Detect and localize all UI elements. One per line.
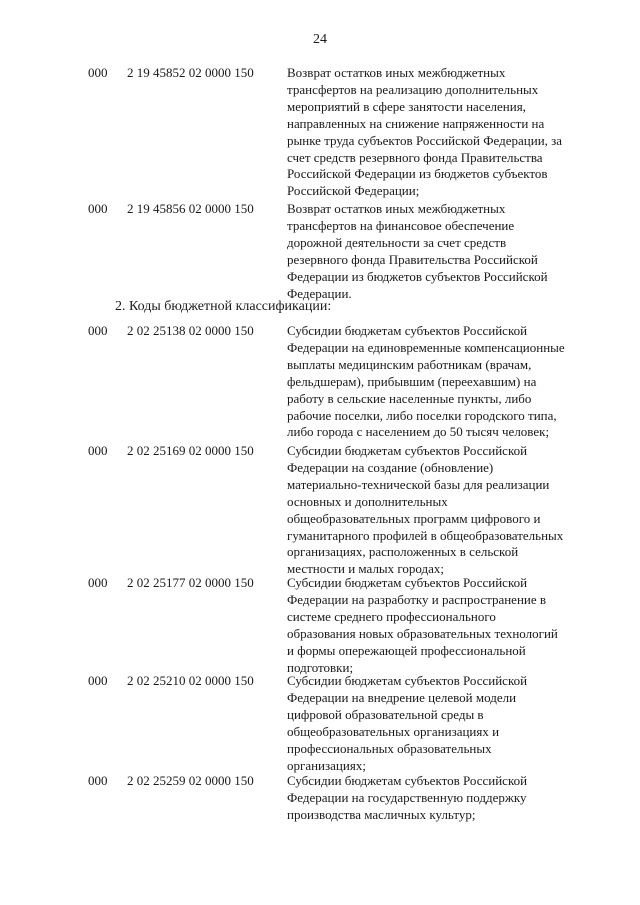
- budget-code: 2 19 45856 02 0000 150: [127, 201, 254, 216]
- admin-code: 000: [88, 673, 108, 688]
- admin-code: 000: [88, 65, 108, 80]
- admin-code: 000: [88, 443, 108, 458]
- admin-code: 000: [88, 575, 108, 590]
- code-description: Возврат остатков иных межбюджетных трансфертов на реализацию дополнительных мероприятий в сфере занятости населения, направленных на снижение напряженности на рынке труда субъектов Российской Федерации, за счет средств резервного фонда Правительства Российской Федерации из бюджетов субъектов Российской Федерации;: [287, 65, 563, 199]
- budget-code: 2 02 25169 02 0000 150: [127, 443, 254, 458]
- code-description: Субсидии бюджетам субъектов Российской Федерации на внедрение целевой модели цифровой образовательной среды в общеобразовательных организациях и профессиональных образовательных организациях;: [287, 673, 528, 773]
- admin-code: 000: [88, 773, 108, 788]
- budget-code: 2 02 25259 02 0000 150: [127, 773, 254, 788]
- code-description: Субсидии бюджетам субъектов Российской Федерации на государственную поддержку производства масличных культур;: [287, 773, 528, 822]
- code-description: Субсидии бюджетам субъектов Российской Федерации на разработку и распространение в системе среднего профессионального образования новых образовательных технологий и формы опережающей профессиональной подготовки;: [287, 575, 558, 675]
- budget-code: 2 02 25138 02 0000 150: [127, 323, 254, 338]
- section-heading: 2. Коды бюджетной классификации:: [115, 299, 332, 314]
- budget-code: 2 19 45852 02 0000 150: [127, 65, 254, 80]
- page-number: 24: [313, 32, 327, 47]
- budget-code: 2 02 25177 02 0000 150: [127, 575, 254, 590]
- code-description: Субсидии бюджетам субъектов Российской Федерации на создание (обновление) материально-технической базы для реализации основных и дополнительных общеобразовательных программ цифрового и гуманитарного профилей в общеобразовательных организациях, расположенных в сельской местности и малых городах;: [287, 443, 564, 577]
- code-description: Субсидии бюджетам субъектов Российской Федерации на единовременные компенсационные выплаты медицинским работникам (врачам, фельдшерам), прибывшим (переехавшим) на работу в сельские населенные пункты, либо рабочие поселки, либо поселки городского типа, либо города с населением до 50 тысяч человек;: [287, 323, 565, 440]
- budget-code: 2 02 25210 02 0000 150: [127, 673, 254, 688]
- admin-code: 000: [88, 201, 108, 216]
- code-description: Возврат остатков иных межбюджетных трансфертов на финансовое обеспечение дорожной деятельности за счет средств резервного фонда Правительства Российской Федерации из бюджетов субъектов Российской Федерации.: [287, 201, 548, 301]
- admin-code: 000: [88, 323, 108, 338]
